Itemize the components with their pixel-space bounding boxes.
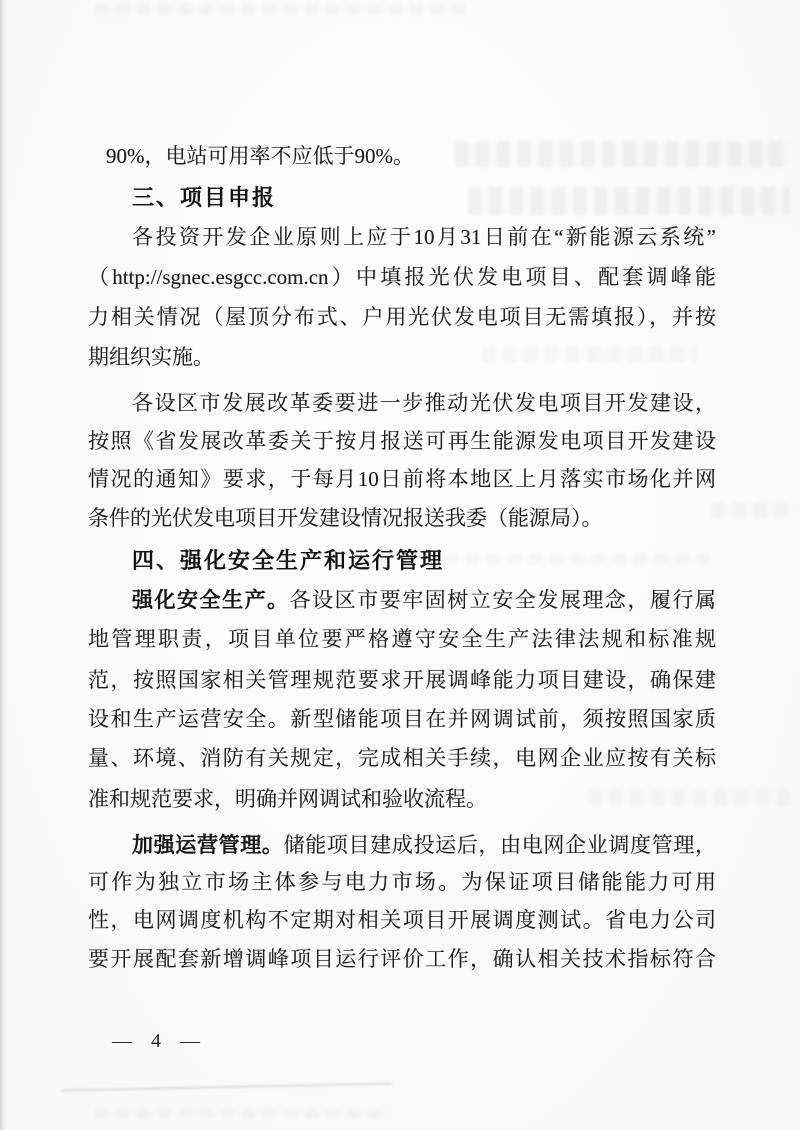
body-line bbox=[88, 830, 716, 861]
page-number: — 4 — bbox=[112, 1030, 207, 1052]
body-line: 地管理职责，项目单位要严格遵守安全生产法律法规和标准规 bbox=[88, 627, 716, 651]
body-line: 准和规范要求，明确并网调试和验收流程。 bbox=[88, 787, 487, 811]
body-line: （http://sgnec.esgcc.com.cn）中填报光伏发电项目、配套调峰能 bbox=[88, 265, 716, 289]
body-line-text: 各设区市要牢固树立安全发展理念，履行属 bbox=[289, 588, 716, 612]
body-line: 设和生产运营安全。新型储能项目在并网调试前，须按照国家质 bbox=[88, 707, 716, 731]
body-line: 性，电网调度机构不定期对相关项目开展调度测试。省电力公司 bbox=[88, 908, 716, 932]
body-line: 情况的通知》要求，于每月10日前将本地区上月落实市场化并网 bbox=[88, 467, 716, 491]
body-line: 期组织实施。 bbox=[88, 345, 214, 369]
body-line: 90%，电站可用率不应低于90%。 bbox=[106, 144, 414, 168]
body-line: 按照《省发展改革委关于按月报送可再生能源发电项目开发建设 bbox=[88, 429, 716, 453]
body-line: 力相关情况（屋顶分布式、户用光伏发电项目无需填报），并按 bbox=[88, 305, 716, 329]
section-heading-3: 三、项目申报 bbox=[132, 185, 277, 210]
lead-phrase: 加强运营管理。 bbox=[132, 834, 284, 857]
section-heading-4: 四、强化安全生产和运行管理 bbox=[132, 548, 445, 573]
body-line-text: 储能项目建成投运后，由电网企业调度管理， bbox=[283, 833, 716, 857]
scan-edge-shadow bbox=[0, 0, 7, 1130]
body-line: 范，按照国家相关管理规范要求开展调峰能力项目建设，确保建 bbox=[88, 668, 716, 692]
body-line: 可作为独立市场主体参与电力市场。为保证项目储能能力可用 bbox=[88, 870, 716, 894]
body-line: 各投资开发企业原则上应于10月31日前在“新能源云系统” bbox=[132, 225, 716, 249]
body-line: 各设区市发展改革委要进一步推动光伏发电项目开发建设， bbox=[132, 391, 716, 415]
bleedthrough-artifact bbox=[95, 1108, 385, 1118]
body-line: 量、环境、消防有关规定，完成相关手续，电网企业应按有关标 bbox=[88, 746, 716, 770]
body-line: 要开展配套新增调峰项目运行评价工作，确认相关技术指标符合 bbox=[88, 947, 716, 971]
lead-phrase: 强化安全生产。 bbox=[132, 589, 290, 612]
bleedthrough-artifact bbox=[712, 502, 792, 518]
body-line bbox=[88, 585, 716, 616]
body-line: 条件的光伏发电项目开发建设情况报送我委（能源局）。 bbox=[88, 506, 603, 530]
bleedthrough-artifact bbox=[95, 3, 465, 15]
scan-crease-artifact bbox=[62, 1083, 392, 1092]
